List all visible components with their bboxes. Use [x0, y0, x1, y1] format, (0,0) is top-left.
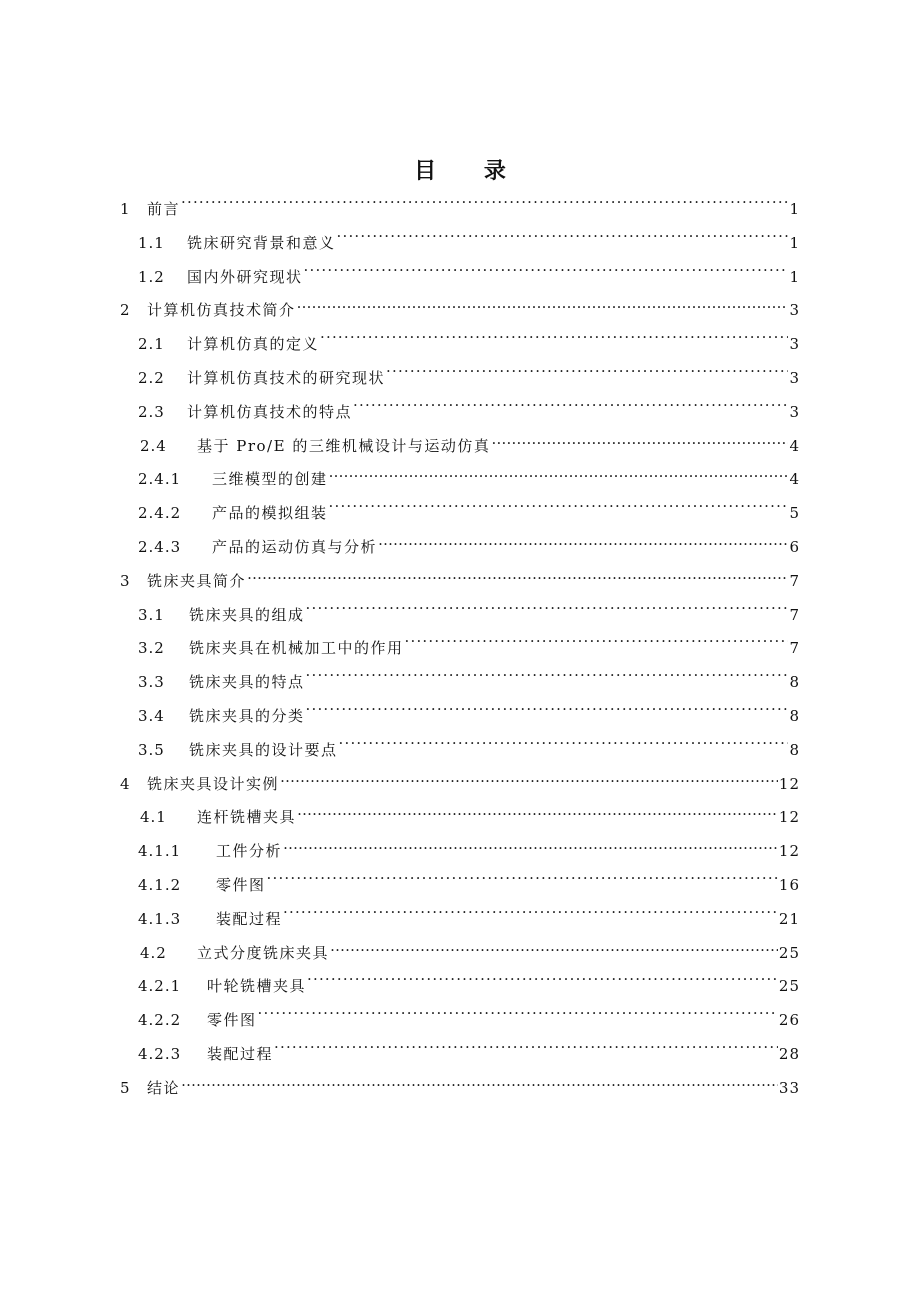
toc-entry[interactable]: [138, 832, 800, 860]
toc-leader-dots: [306, 596, 789, 620]
toc-entry-number: 4.1: [140, 808, 167, 826]
toc-leader-dots: [337, 224, 789, 248]
toc-entry-page-number: 7: [789, 572, 800, 590]
toc-leader-dots: [320, 325, 788, 349]
toc-entry-number: 1.2: [138, 268, 165, 286]
toc-leader-dots: [181, 190, 788, 214]
toc-leader-dots: [258, 1001, 778, 1025]
toc-entry-page-number: 8: [789, 673, 800, 691]
toc-entry-number: 4.2.1: [138, 977, 182, 995]
toc-entry-title: 装配过程: [216, 910, 283, 928]
toc-entry-page-number: 12: [778, 842, 800, 860]
toc-entry[interactable]: [138, 697, 800, 725]
toc-entry[interactable]: [120, 190, 800, 218]
toc-entry-page-number: 21: [778, 910, 800, 928]
toc-entry[interactable]: [138, 663, 800, 691]
toc-entry-page-number: 7: [789, 606, 800, 624]
toc-entry-title: 铣床夹具的组成: [189, 606, 305, 624]
toc-entry[interactable]: [138, 494, 800, 522]
toc-leader-dots: [491, 427, 788, 451]
toc-entry[interactable]: [138, 224, 800, 252]
toc-entry-title: 计算机仿真的定义: [187, 335, 320, 353]
toc-entry-number: 2.1: [138, 335, 165, 353]
toc-entry-page-number: 1: [789, 234, 800, 252]
toc-entry[interactable]: [140, 427, 800, 455]
toc-entry-title: 铣床夹具的设计要点: [189, 741, 338, 759]
toc-leader-dots: [274, 1035, 778, 1059]
toc-entry-page-number: 4: [789, 470, 800, 488]
toc-entry-title: 结论: [147, 1079, 181, 1097]
toc-entry-number: 5: [120, 1079, 131, 1097]
toc-entry-page-number: 25: [778, 944, 800, 962]
toc-leader-dots: [283, 832, 778, 856]
toc-entry-page-number: 5: [789, 504, 800, 522]
toc-entry-title: 计算机仿真技术简介: [147, 301, 296, 319]
toc-entry-page-number: 12: [778, 775, 800, 793]
toc-entry-number: 3.4: [138, 707, 165, 725]
toc-entry[interactable]: [140, 798, 800, 826]
toc-entry-number: 3.3: [138, 673, 165, 691]
toc-entry[interactable]: [138, 900, 800, 928]
toc-entry[interactable]: [138, 629, 800, 657]
toc-entry-page-number: 6: [789, 538, 800, 556]
toc-entry-number: 2.4: [140, 437, 167, 455]
toc-entry-number: 2.3: [138, 403, 165, 421]
toc-entry-title: 国内外研究现状: [187, 268, 303, 286]
toc-entry[interactable]: [138, 393, 800, 421]
toc-leader-dots: [306, 663, 789, 687]
toc-entry-page-number: 16: [778, 876, 800, 894]
toc-entry-page-number: 8: [789, 741, 800, 759]
toc-entry-page-number: 12: [778, 808, 800, 826]
toc-entry-title: 叶轮铣槽夹具: [207, 977, 307, 995]
toc-entry[interactable]: [138, 596, 800, 624]
toc-entry-number: 2: [120, 301, 131, 319]
toc-entry-title: 零件图: [216, 876, 266, 894]
toc-leader-dots: [280, 765, 778, 789]
toc-entry-title: 零件图: [207, 1011, 257, 1029]
toc-entry[interactable]: [138, 359, 800, 387]
toc-entry-number: 4.2: [140, 944, 167, 962]
toc-entry[interactable]: [138, 325, 800, 353]
toc-leader-dots: [330, 934, 778, 958]
toc-leader-dots: [307, 967, 778, 991]
toc-leader-dots: [329, 460, 789, 484]
toc-entry[interactable]: [138, 258, 800, 286]
toc-entry-number: 4.2.3: [138, 1045, 182, 1063]
toc-entry-title: 基于 Pro/E 的三维机械设计与运动仿真: [197, 437, 491, 455]
toc-entry[interactable]: [140, 934, 800, 962]
toc-entry-page-number: 28: [778, 1045, 800, 1063]
toc-entry[interactable]: [138, 528, 800, 556]
toc-entry-number: 4.1.2: [138, 876, 182, 894]
toc-entry-number: 4.1.3: [138, 910, 182, 928]
toc-entry-page-number: 26: [778, 1011, 800, 1029]
toc-leader-dots: [405, 629, 789, 653]
toc-entry-number: 2.2: [138, 369, 165, 387]
toc-entry-number: 4: [120, 775, 131, 793]
toc-entry-number: 2.4.3: [138, 538, 182, 556]
toc-entry-title: 计算机仿真技术的特点: [187, 403, 353, 421]
toc-entry-title: 连杆铣槽夹具: [197, 808, 297, 826]
toc-entry-page-number: 4: [789, 437, 800, 455]
toc-entry-number: 4.2.2: [138, 1011, 182, 1029]
toc-entry-title: 前言: [147, 200, 181, 218]
toc-entry-title: 铣床夹具简介: [147, 572, 247, 590]
toc-entry[interactable]: [138, 967, 800, 995]
toc-leader-dots: [306, 697, 789, 721]
toc-entry-page-number: 3: [789, 301, 800, 319]
toc-entry-title: 铣床夹具设计实例: [147, 775, 280, 793]
toc-leader-dots: [329, 494, 789, 518]
toc-leader-dots: [297, 291, 789, 315]
toc-entry[interactable]: [120, 765, 800, 793]
toc-entry-number: 3.5: [138, 741, 165, 759]
toc-leader-dots: [353, 393, 788, 417]
toc-entry[interactable]: [120, 562, 800, 590]
toc-entry-title: 三维模型的创建: [212, 470, 328, 488]
toc-entry-number: 2.4.1: [138, 470, 182, 488]
toc-entry[interactable]: [120, 1069, 800, 1097]
toc-entry-title: 工件分析: [216, 842, 283, 860]
toc-leader-dots: [304, 258, 789, 282]
toc-leader-dots: [181, 1069, 778, 1093]
toc-entry-number: 3.2: [138, 639, 165, 657]
toc-entry-page-number: 3: [789, 335, 800, 353]
toc-leader-dots: [297, 798, 778, 822]
toc-entry-page-number: 3: [789, 369, 800, 387]
toc-entry-title: 装配过程: [207, 1045, 274, 1063]
toc-entry[interactable]: [138, 1001, 800, 1029]
toc-entry-page-number: 33: [778, 1079, 800, 1097]
toc-entry-title: 铣床研究背景和意义: [187, 234, 336, 252]
toc-entry-number: 4.1.1: [138, 842, 182, 860]
toc-entry-number: 2.4.2: [138, 504, 182, 522]
toc-entry-title: 铣床夹具在机械加工中的作用: [189, 639, 404, 657]
toc-entry[interactable]: [138, 731, 800, 759]
toc-entry-title: 计算机仿真技术的研究现状: [187, 369, 386, 387]
toc-entry[interactable]: [138, 866, 800, 894]
toc-entry-page-number: 8: [789, 707, 800, 725]
toc-leader-dots: [339, 731, 789, 755]
toc-entry-number: 1.1: [138, 234, 165, 252]
toc-entry-number: 3: [120, 572, 131, 590]
toc-entry-title: 铣床夹具的分类: [189, 707, 305, 725]
toc-entry-page-number: 1: [789, 200, 800, 218]
toc-entry-title: 产品的模拟组装: [212, 504, 328, 522]
toc-entry-page-number: 7: [789, 639, 800, 657]
toc-leader-dots: [378, 528, 788, 552]
toc-entry[interactable]: [120, 291, 800, 319]
toc-entry-title: 产品的运动仿真与分析: [212, 538, 378, 556]
toc-title: 目 录: [414, 159, 526, 184]
toc-leader-dots: [283, 900, 778, 924]
toc-entry-page-number: 3: [789, 403, 800, 421]
toc-leader-dots: [267, 866, 778, 890]
toc-entry-page-number: 25: [778, 977, 800, 995]
toc-entry[interactable]: [138, 460, 800, 488]
toc-entry-number: 1: [120, 200, 131, 218]
toc-entry[interactable]: [138, 1035, 800, 1063]
toc-entry-page-number: 1: [789, 268, 800, 286]
toc-entry-title: 立式分度铣床夹具: [197, 944, 330, 962]
toc-entry-title: 铣床夹具的特点: [189, 673, 305, 691]
toc-leader-dots: [247, 562, 788, 586]
toc-entry-number: 3.1: [138, 606, 165, 624]
toc-leader-dots: [386, 359, 788, 383]
